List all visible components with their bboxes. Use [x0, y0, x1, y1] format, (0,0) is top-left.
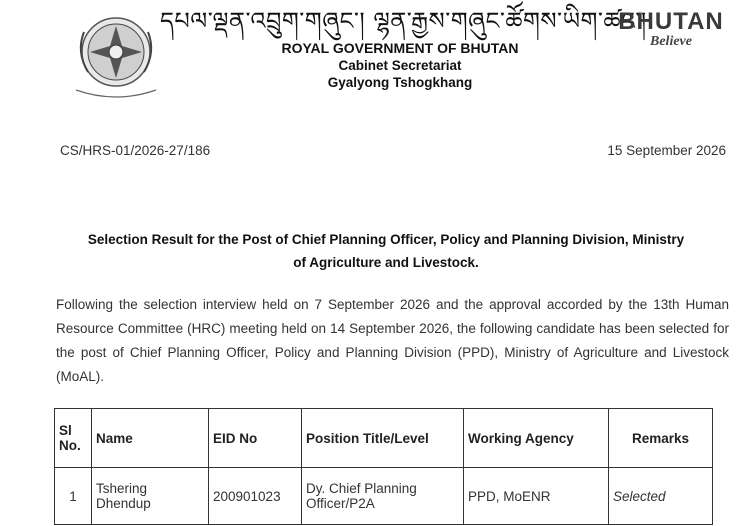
brand-tagline: Believe	[650, 34, 692, 49]
cell-sl-no: 1	[55, 468, 92, 525]
letterhead	[160, 6, 647, 90]
header-position: Position Title/Level	[302, 409, 464, 468]
selection-result-table	[54, 408, 713, 525]
cell-remarks: Selected	[609, 468, 713, 525]
letter-body: Following the selection interview held on 7 September 2026 and the approval accorded by the 13th Human Resource Committee (HRC) meeting held on 14 September 2026, the following candidate has been selected for the post of Chief Planning Officer, Policy and Planning Division (PPD), Ministry of Agriculture and Livestock (MoAL).	[56, 297, 729, 384]
bhutan-brand-logo	[606, 8, 736, 50]
letter-title-line2: of Agriculture and Livestock.	[293, 255, 479, 270]
royal-emblem-icon	[66, 8, 166, 106]
header-agency: Working Agency	[464, 409, 609, 468]
brand-name: BHUTAN	[618, 8, 724, 35]
cell-position: Dy. Chief Planning Officer/P2A	[302, 468, 464, 525]
office-name: Cabinet Secretariat	[338, 58, 462, 73]
header-name: Name	[92, 409, 209, 468]
cell-agency: PPD, MoENR	[464, 468, 609, 525]
reference-number: CS/HRS-01/2026-27/186	[60, 143, 211, 158]
org-name: ROYAL GOVERNMENT OF BHUTAN	[281, 40, 519, 56]
letter-date: 15 September 2026	[607, 143, 726, 158]
letter-title-line1: Selection Result for the Post of Chief Planning Officer, Policy and Planning Division, Ministry	[87, 232, 685, 247]
table-row	[55, 468, 713, 525]
office-subname: Gyalyong Tshogkhang	[327, 75, 473, 90]
cell-eid: 200901023	[209, 468, 302, 525]
table-header-row	[55, 409, 713, 468]
header-eid: EID No	[209, 409, 302, 468]
cell-name: Tshering Dhendup	[92, 468, 209, 525]
letter-title	[46, 228, 726, 274]
header-sl-no: Sl No.	[55, 409, 92, 468]
dzongkha-title: དཔལ་ལྡན་འབྲུག་གཞུང་། ལྷན་རྒྱས་གཞུང་ཚོགས་ཡིག་ཚང་།	[160, 7, 647, 35]
header-remarks: Remarks	[609, 409, 713, 468]
